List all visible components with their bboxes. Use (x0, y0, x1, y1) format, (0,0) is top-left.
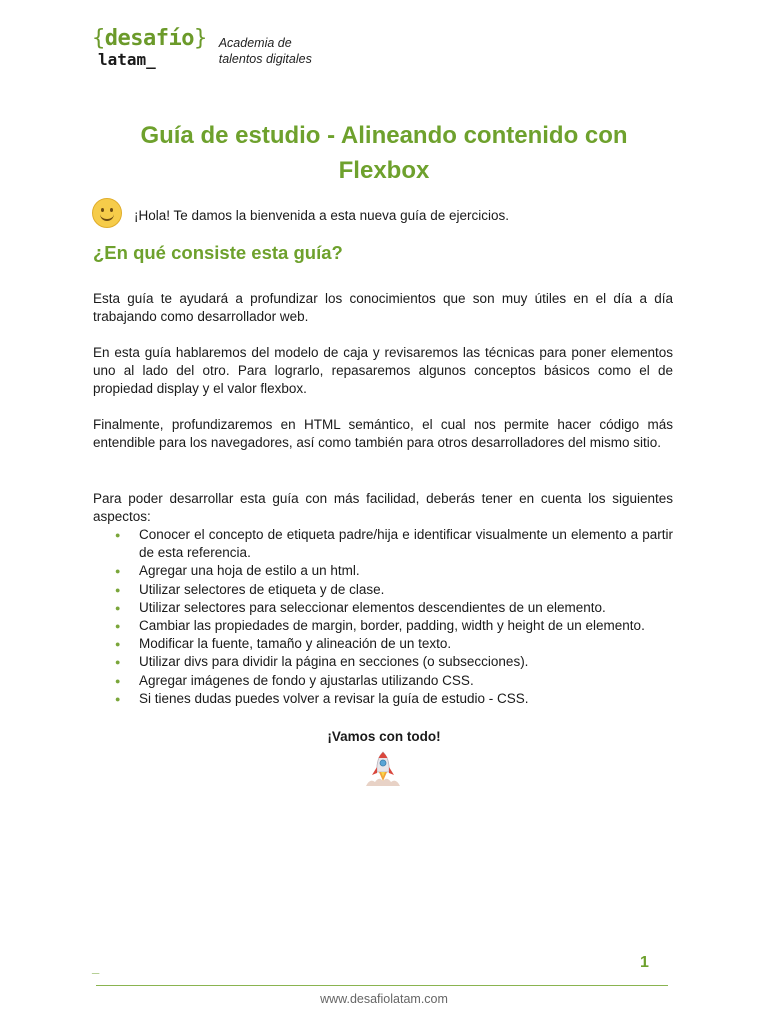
logo-tagline-line1: Academia de (218, 36, 292, 50)
footer-underscore: _ (92, 960, 100, 975)
logo-brace-open: { (92, 26, 105, 51)
smiley-face-icon (92, 198, 122, 228)
brand-logo (92, 28, 312, 68)
paragraph-1: Esta guía te ayudará a profundizar los conocimientos que son muy útiles en el día a día trabajando como desarrollador web. (93, 291, 673, 325)
list-item: ● Modificar la fuente, tamaño y alineación de un texto. (93, 635, 673, 653)
list-item: ● Utilizar selectores para seleccionar elementos descendientes de un elemento. (93, 599, 673, 617)
paragraph-4: Para poder desarrollar esta guía con más facilidad, deberás tener en cuenta los siguientes aspectos: (93, 491, 673, 525)
welcome-line (92, 198, 509, 228)
aspects-list (93, 526, 673, 708)
rocket-icon (362, 748, 404, 790)
page-number: 1 (640, 954, 649, 971)
list-item: ● Conocer el concepto de etiqueta padre/hija e identificar visualmente un elemento a partir de esta referencia. (93, 526, 673, 562)
logo-wordmark (92, 28, 207, 68)
list-item: ● Utilizar divs para dividir la página en secciones (o subsecciones). (93, 653, 673, 671)
logo-subword: latam_ (98, 50, 156, 69)
footer-divider (96, 985, 668, 986)
logo-word: desafío (104, 26, 194, 51)
list-item: ● Agregar imágenes de fondo y ajustarlas utilizando CSS. (93, 672, 673, 690)
list-item: ● Agregar una hoja de estilo a un html. (93, 562, 673, 580)
footer-url: www.desafiolatam.com (320, 992, 448, 1006)
welcome-text: ¡Hola! Te damos la bienvenida a esta nueva guía de ejercicios. (134, 207, 509, 223)
logo-tagline-line2: talentos digitales (218, 51, 312, 66)
paragraph-3: Finalmente, profundizaremos en HTML semántico, el cual nos permite hacer código más entendible para los navegadores, así como también para otros desarrolladores del mismo sitio. (93, 417, 673, 451)
list-item: ● Cambiar las propiedades de margin, border, padding, width y height de un elemento. (93, 617, 673, 635)
list-item: ● Utilizar selectores de etiqueta y de clase. (93, 581, 673, 599)
closing-text: ¡Vamos con todo! (327, 729, 441, 744)
logo-brace-close: } (193, 26, 207, 51)
section-heading: ¿En qué consiste esta guía? (93, 242, 343, 263)
list-item: ● Si tienes dudas puedes volver a revisar la guía de estudio - CSS. (93, 690, 673, 708)
paragraph-2: En esta guía hablaremos del modelo de caja y revisaremos las técnicas para poner elementos uno al lado del otro. Para lograrlo, repasaremos algunos conceptos básicos como el de propiedad display y el valor flexbox. (93, 345, 673, 397)
logo-tagline (219, 36, 312, 67)
document-title: Guía de estudio - Alineando contenido con Flexbox (140, 122, 628, 184)
